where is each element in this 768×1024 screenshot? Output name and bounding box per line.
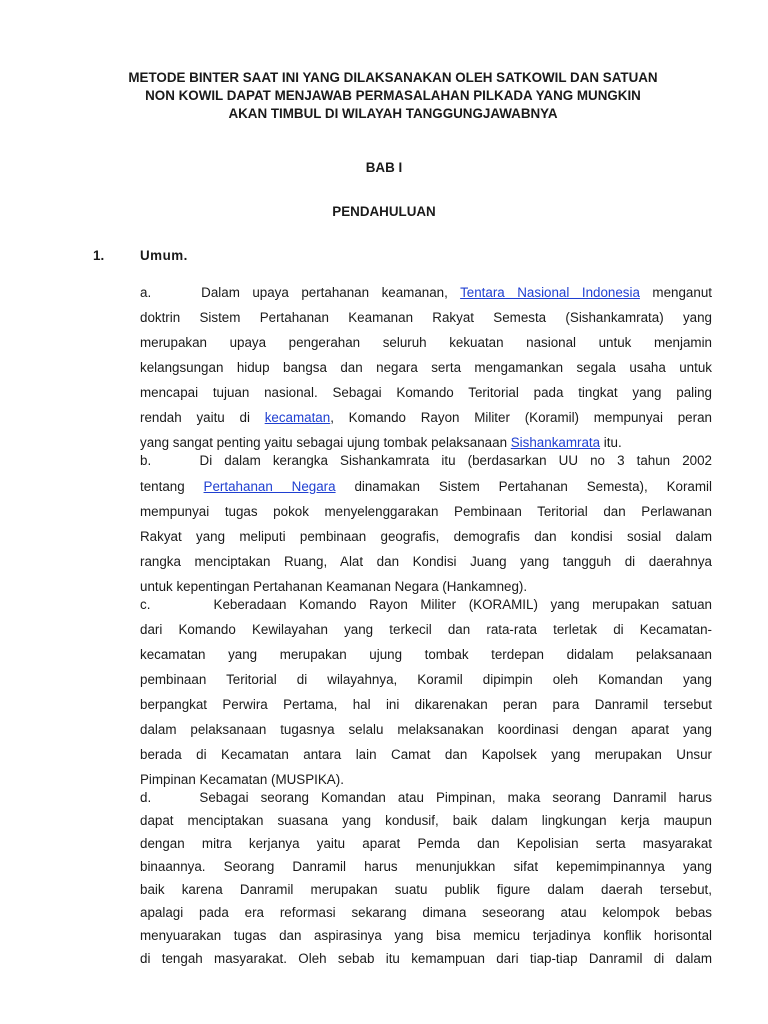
- paragraph-d-line-5: baik karena Danramil merupakan suatu publik figure dalam daerah tersebut,: [140, 882, 712, 897]
- paragraph-b-line-3: mempunyai tugas pokok menyelenggarakan Pembinaan Teritorial dan Perlawanan: [140, 504, 712, 519]
- paragraph-b-line-5: rangka menciptakan Ruang, Alat dan Kondisi Juang yang tangguh di daerahnya: [140, 554, 712, 569]
- text-run: dinamakan Sistem Pertahanan Semesta), Koramil: [335, 479, 712, 494]
- title-line-3: AKAN TIMBUL DI WILAYAH TANGGUNGJAWABNYA: [228, 106, 558, 121]
- paragraph-a-line-5: mencapai tujuan nasional. Sebagai Komando Teritorial pada tingkat yang paling: [140, 385, 712, 400]
- link-kecamatan[interactable]: kecamatan: [264, 410, 331, 425]
- bab-heading: BAB I: [365, 160, 403, 175]
- paragraph-a-line-7: [140, 435, 712, 455]
- paragraph-d-line-8: di tengah masyarakat. Oleh sebab itu kemampuan dari tiap-tiap Danramil di dalam: [140, 951, 712, 966]
- link-tentara-nasional-indonesia[interactable]: Tentara Nasional Indonesia: [460, 285, 640, 300]
- text-run: tentang: [140, 479, 204, 494]
- paragraph-a-line-6: [140, 410, 712, 430]
- paragraph-a-line-2: doktrin Sistem Pertahanan Keamanan Rakyat Semesta (Sishankamrata) yang: [140, 310, 712, 325]
- paragraph-c-line-4: pembinaan Teritorial di wilayahnya, Koramil dipimpin oleh Komandan yang: [140, 672, 712, 687]
- paragraph-d-line-1: d. Sebagai seorang Komandan atau Pimpinan, maka seorang Danramil harus: [140, 790, 712, 805]
- paragraph-b-line-1: b. Di dalam kerangka Sishankamrata itu (berdasarkan UU no 3 tahun 2002: [140, 453, 712, 468]
- text-run: rendah yaitu di: [140, 410, 265, 425]
- paragraph-a-line-1: [140, 285, 712, 305]
- section-title: Umum.: [140, 248, 188, 263]
- paragraph-c-line-5: berpangkat Perwira Pertama, hal ini dikarenakan peran para Danramil tersebut: [140, 697, 712, 712]
- paragraph-a-line-3: merupakan upaya pengerahan seluruh kekuatan nasional untuk menjamin: [140, 335, 712, 350]
- title-line-1: METODE BINTER SAAT INI YANG DILAKSANAKAN OLEH SATKOWIL DAN SATUAN: [128, 70, 658, 85]
- paragraph-c-line-6: dalam pelaksanaan tugasnya selalu melaksanakan koordinasi dengan aparat yang: [140, 722, 712, 737]
- paragraph-d-line-7: menyuarakan tugas dan aspirasinya yang bisa memicu terjadinya konflik horisontal: [140, 928, 712, 943]
- paragraph-d-line-3: dengan mitra kerjanya yaitu aparat Pemda dan Kepolisian serta masyarakat: [140, 836, 712, 851]
- paragraph-c-line-1: c. Keberadaan Komando Rayon Militer (KORAMIL) yang merupakan satuan: [140, 597, 712, 612]
- link-pertahanan-negara[interactable]: Pertahanan Negara: [203, 479, 336, 494]
- paragraph-c-line-8: Pimpinan Kecamatan (MUSPIKA).: [140, 772, 344, 787]
- text-run: itu.: [600, 435, 622, 450]
- text-run: a. Dalam upaya pertahanan keamanan,: [140, 285, 461, 300]
- document-title: [80, 69, 706, 123]
- link-sishankamrata[interactable]: Sishankamrata: [510, 435, 601, 450]
- chapter-title: PENDAHULUAN: [332, 204, 436, 219]
- paragraph-b-line-4: Rakyat yang meliputi pembinaan geografis, demografis dan kondisi sosial dalam: [140, 529, 712, 544]
- paragraph-b-line-6: untuk kepentingan Pertahanan Keamanan Negara (Hankamneg).: [140, 579, 528, 594]
- text-run: , Komando Rayon Militer (Koramil) mempunyai peran: [330, 410, 712, 425]
- paragraph-c-line-2: dari Komando Kewilayahan yang terkecil dan rata-rata terletak di Kecamatan-: [140, 622, 712, 637]
- paragraph-d-line-2: dapat menciptakan suasana yang kondusif, baik dalam lingkungan kerja maupun: [140, 813, 712, 828]
- paragraph-d-line-6: apalagi pada era reformasi sekarang dimana seseorang atau kelompok bebas: [140, 905, 712, 920]
- text-run: menganut: [639, 285, 712, 300]
- paragraph-d-line-4: binaannya. Seorang Danramil harus menunjukkan sifat kepemimpinannya yang: [140, 859, 712, 874]
- text-run: yang sangat penting yaitu sebagai ujung tombak pelaksanaan: [140, 435, 511, 450]
- paragraph-c-line-7: berada di Kecamatan antara lain Camat dan Kapolsek yang merupakan Unsur: [140, 747, 712, 762]
- title-line-2: NON KOWIL DAPAT MENJAWAB PERMASALAHAN PILKADA YANG MUNGKIN: [145, 88, 641, 103]
- paragraph-b-line-2: [140, 479, 712, 499]
- paragraph-c-line-3: kecamatan yang merupakan ujung tombak terdepan didalam pelaksanaan: [140, 647, 712, 662]
- section-number: 1.: [93, 248, 105, 263]
- paragraph-a-line-4: kelangsungan hidup bangsa dan negara serta mengamankan segala usaha untuk: [140, 360, 712, 375]
